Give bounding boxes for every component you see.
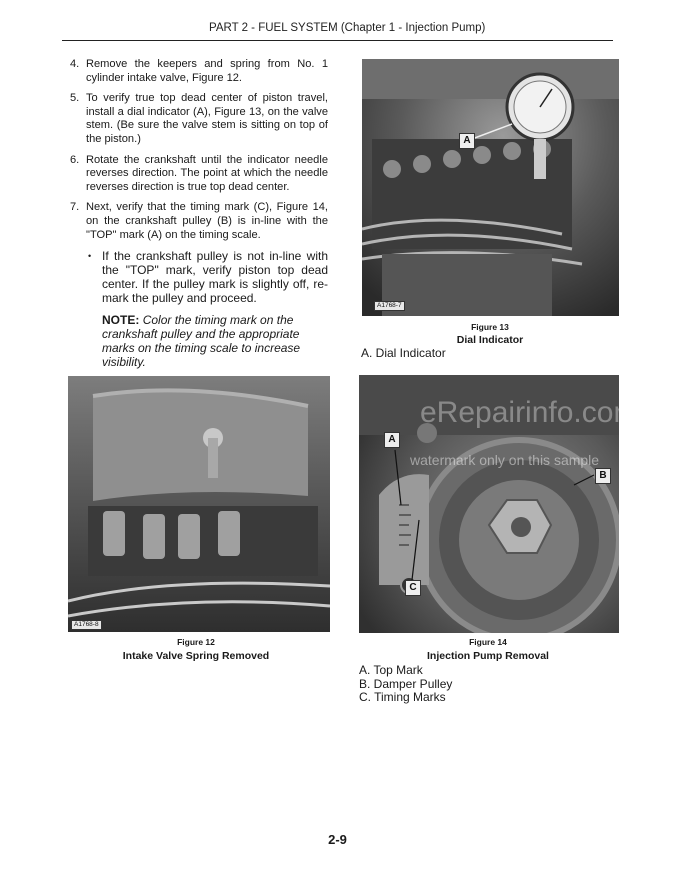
- figure14-callout-a: A: [384, 432, 400, 448]
- step-number: 6.: [70, 153, 80, 166]
- procedure-steps: [70, 58, 328, 369]
- step-item: [70, 154, 328, 195]
- figure12-number: Figure 12: [177, 637, 215, 647]
- legend-item: A. Dial Indicator: [361, 346, 446, 360]
- note-label: NOTE:: [102, 313, 140, 328]
- header-rule: [62, 40, 613, 41]
- step-number: 7.: [70, 201, 80, 214]
- step-text: Rotate the crankshaft until the indicator needle reverses direction. The point at which the needle reverses direction is true top dead center.: [86, 153, 328, 193]
- step-number: 4.: [70, 58, 80, 70]
- figure12-photo: [68, 376, 330, 632]
- step-item: [70, 201, 328, 242]
- page-number: 2-9: [328, 832, 347, 847]
- step-text: Next, verify that the timing mark (C), Figure 14, on the crankshaft pulley (B) is in-line with the "TOP" mark (A) on the timing scale.: [86, 201, 328, 241]
- step-item: [70, 58, 328, 85]
- figure14-callout-c: C: [405, 580, 421, 596]
- figure13-callout-a: A: [459, 133, 475, 149]
- legend-item: A. Top Mark: [359, 663, 423, 677]
- note: [102, 313, 328, 369]
- bullet-item: [86, 249, 328, 305]
- header-title: PART 2 - FUEL SYSTEM (Chapter 1 - Injection Pump): [209, 22, 486, 34]
- legend-item: B. Damper Pulley: [359, 676, 453, 691]
- figure12-title: Intake Valve Spring Removed: [122, 650, 270, 662]
- step-item: [70, 92, 328, 146]
- step-number: 5.: [70, 92, 80, 105]
- figure14-number: Figure 14: [469, 637, 507, 647]
- figure13-code: A1768-7: [374, 301, 405, 311]
- step-text: Remove the keepers and spring from No. 1 cylinder intake valve, Figure 12.: [86, 58, 328, 84]
- step-text: To verify true top dead center of piston travel, install a dial indicator (A), Figure 13, on the valve stem. (Be sure the valve stem is sitting on top of the piston.): [86, 92, 328, 145]
- figure12-code: A1768-8: [71, 620, 102, 630]
- figure13-title: Dial Indicator: [456, 334, 524, 346]
- figure12-image: [68, 376, 330, 632]
- note-text: Color the timing mark on the crankshaft pulley and the appropriate marks on the timing scale to increase visibility.: [102, 313, 301, 370]
- bullet-dot: •: [88, 251, 92, 262]
- figure14-callout-b: B: [595, 468, 611, 484]
- watermark-sub: watermark only on this sample: [410, 452, 600, 468]
- watermark-main: eRepairinfo.com: [420, 396, 639, 429]
- figure14-title: Injection Pump Removal: [427, 650, 549, 662]
- figure13-photo: [362, 59, 619, 316]
- figure14-legend: [359, 664, 452, 705]
- bullet-text: If the crankshaft pulley is not in-line with the "TOP" mark, verify piston top dead center. If the pulley mark is slightly off, re-mark the pulley and proceed.: [102, 249, 328, 306]
- page-header: [0, 22, 675, 36]
- figure13-number: Figure 13: [471, 322, 509, 332]
- legend-item: C. Timing Marks: [359, 690, 446, 704]
- figure13-legend: [361, 347, 446, 361]
- figure13-image: [362, 59, 619, 316]
